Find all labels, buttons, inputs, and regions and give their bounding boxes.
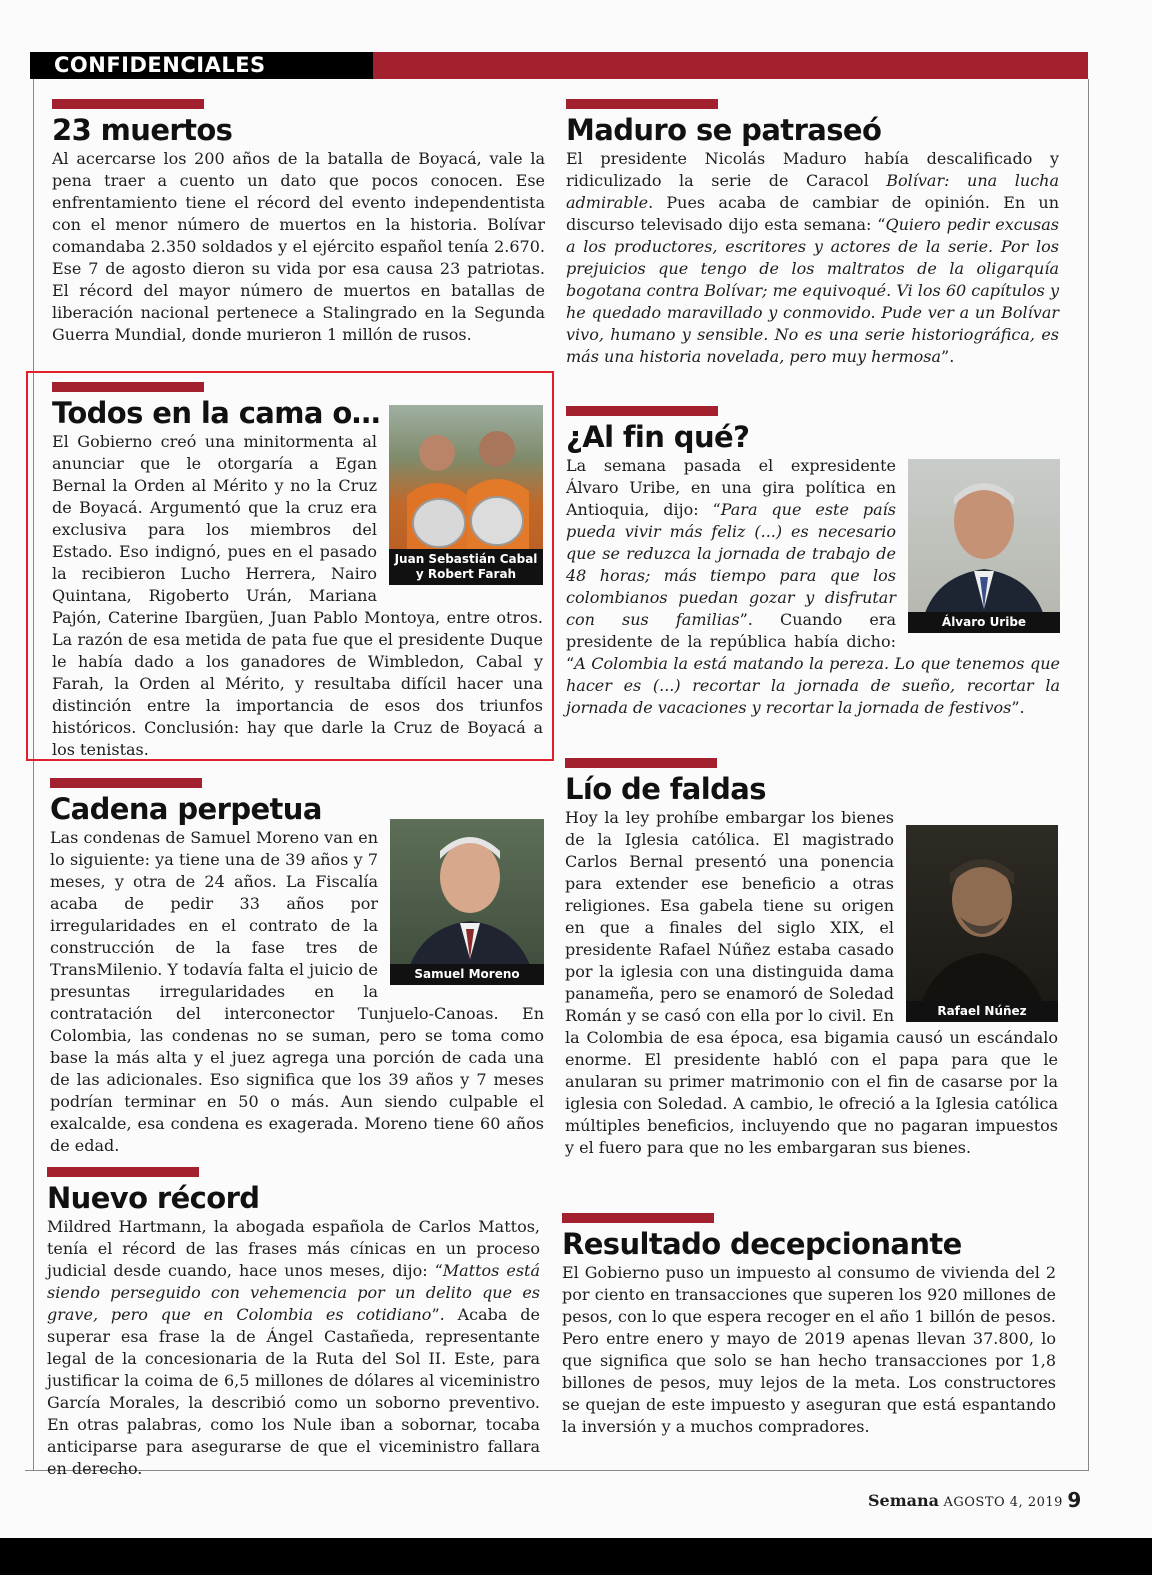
portrait-icon (908, 459, 1060, 633)
article-body: Mildred Hartmann, la abogada española de Carlos Mattos, tenía el récord de las frases más cínicas en un proceso judicial desde cuando, hace unos meses, dijo: “Mattos está siendo perseguido con vehemencia por un delito que es grave, pero que en Colombia es cotidiano”. Acaba de superar esa frase la de Ángel Castañeda, representante legal de la concesionaria de la Ruta del Sol II. Este, para justificar la coima de 6,5 millones de dólares al viceministro García Morales, la describió como un soborno preventivo. En otras palabras, como los Nule iban a sobornar, tocaba anticiparse para asegurarse de que el viceministro fallara en derecho. (47, 1217, 541, 1478)
article-accent-bar (566, 99, 718, 109)
page-footer (868, 1487, 1081, 1511)
portrait-icon (906, 825, 1058, 1022)
article-body: El Gobierno puso un impuesto al consumo de vivienda del 2 por ciento en transacciones que superen los 920 millones de pesos, con lo que espera recoger en el año 1 billón de pesos. Pero entre enero y mayo de 2019 apenas llevan 37.800, lo que significa que solo se han hecho transacciones por 1,8 billones de pesos, muy lejos de la meta. Los constructores se quejan de este impuesto y aseguran que está espantando la inversión y a muchos compradores. (562, 1263, 1056, 1436)
article-accent-bar (565, 758, 717, 768)
article-accent-bar (52, 382, 204, 392)
series-title: Bolívar: una lucha admirable (566, 171, 1059, 212)
article-body: El presidente Nicolás Maduro había descalificado y ridiculizado la serie de Caracol Bolívar: una lucha admirable. Pues acaba de cambiar de opinión. En un discurso televisado dijo esta semana: “Quiero pedir excusas a los productores, escritores y actores de la serie. Por los prejuicios que tengo de los maltratos de la oligarquía bogotana contra Bolívar; me equivoqué. Vi los 60 capítulos y he quedado maravillado y conmovido. Pude ver a un Bolívar vivo, humano y sensible. No es una serie historiográfica, es más una historia novelada, pero muy hermosa”. (566, 149, 1059, 366)
section-label: CONFIDENCIALES (30, 52, 373, 79)
article-title: Nuevo récord (47, 1181, 260, 1215)
quote: Quiero pedir excusas a los productores, escritores y actores de la serie. Por los prejuicios que tengo de los maltratos de la oligarquía bogotana contra Bolívar; me equivoqué. Vi los 60 capítulos y he quedado maravillado y conmovido. Pude ver a un Bolívar vivo, humano y sensible. No es una serie historiográfica, es más una historia novelada, pero muy hermosa (566, 215, 1059, 366)
photo-cabal-farah (389, 405, 543, 585)
article-body: Hoy la ley prohíbe embargar los bienes de la Iglesia católica. El magistrado Carlos Bernal presentó una ponencia para extender ese beneficio a otras religiones. Esa gabela tiene su origen en que a finales del siglo XIX, el presidente Rafael Núñez estaba casado por la iglesia con una distinguida dama panameña, pero se enamoró de Soledad Román y se casó con ella por lo civil. En la Colombia de esa época, esa bigamia causó un escándalo enorme. El presidente habló con el papa para que le anularan su primer matrimonio con el fin de casarse por la iglesia con Soledad. A cambio, le ofreció a la Iglesia católica múltiples beneficios, incluyendo que no pagaran impuestos y el fuero para que no les embargaran sus bienes. (565, 808, 1058, 1157)
section-header (30, 52, 1088, 79)
article-title: 23 muertos (52, 113, 233, 147)
article-maduro (566, 99, 1059, 368)
right-rule (1088, 79, 1089, 1471)
article-body: El Gobierno creó una minitormenta al anunciar que le otorgaría a Egan Bernal la Orden al Mérito y no la Cruz de Boyacá. Argumentó que la cruz era exclusiva para los miembros del Estado. Eso indignó, pues en el pasado la recibieron Lucho Herrera, Nairo Quintana, Rigoberto Urán, Mariana Pajón, Caterine Ibargüen, Juan Pablo Montoya, entre otros. La razón de esa metida de pata fue que el presidente Duque le había dado a los ganadores de Wimbledon, Cabal y Farah, la Orden al Mérito, y resultaba difícil hacer una distinción entre la importancia de esos dos triunfos históricos. Conclusión: hay que darle la Cruz de Boyacá a los tenistas. (52, 432, 543, 759)
portrait-icon (390, 819, 544, 985)
photo-rafael-nunez (906, 825, 1058, 1022)
article-accent-bar (52, 99, 204, 109)
article-body: La semana pasada el expresidente Álvaro Uribe, en una gira política en Antioquia, dijo: “Para que este país pueda vivir más feliz (...) es necesario que se reduzca la jornada de trabajo de 48 horas; más tiempo para que los colombianos puedan gozar y disfrutar con sus familias”. Cuando era presidente de la república había dicho: “A Colombia la está matando la pereza. Lo que tenemos que hacer es (...) recortar la jornada de sueño, recortar la jornada de vacaciones y recortar la jornada de festivos”. (566, 456, 1060, 717)
article-accent-bar (566, 406, 718, 416)
article-accent-bar (562, 1213, 714, 1223)
article-23-muertos (52, 99, 545, 346)
article-body: Las condenas de Samuel Moreno van en lo siguiente: ya tiene una de 39 años y 7 meses, y otra de 24 años. La Fiscalía acaba de pedir 33 años por irregularidades en el contrato de la construcción de la fase tres de TransMilenio. Y todavía falta el juicio de presuntas irregularidades en la contratación del interconector Tunjuelo-Canoas. En Colombia, las condenas no se suman, pero se toma como base la más alta y el juez agrega una porción de cada una de las adicionales. Eso significa que los 39 años y 7 meses podrían terminar en 50 o más. Aun siendo culpable el exalcalde, esa condena es exagerada. Moreno tiene 60 años de edad. (50, 828, 544, 1155)
article-todos-en-la-cama (52, 382, 543, 761)
photo-caption: Álvaro Uribe (908, 612, 1060, 633)
article-title: ¿Al fin qué? (566, 420, 750, 454)
bottom-scan-border (0, 1538, 1152, 1575)
left-rule (33, 79, 34, 1471)
issue-date: AGOSTO 4, 2019 (943, 1495, 1063, 1510)
article-al-fin-que (566, 406, 1060, 719)
quote: A Colombia la está matando la pereza. Lo que tenemos que hacer es (...) recortar la jornada de sueño, recortar la jornada de vacaciones y recortar la jornada de festivos (566, 654, 1060, 717)
photo-caption: Samuel Moreno (390, 964, 544, 985)
photo-caption: Juan Sebastián Cabal y Robert Farah (389, 549, 543, 585)
article-body: Al acercarse los 200 años de la batalla de Boyacá, vale la pena traer a cuento un dato que pocos conocen. Ese enfrentamiento tiene el récord del evento independentista con el menor número de muertos en la historia. Bolívar comandaba 2.350 soldados y el ejército español tenía 2.670. Ese 7 de agosto dieron su vida por esa causa 23 patriotas. El récord del mayor número de muertos en batallas de liberación nacional pertenece a Stalingrado en la Segunda Guerra Mundial, donde murieron 1 millón de rusos. (52, 149, 545, 344)
page-number: 9 (1067, 1488, 1082, 1512)
quote: Para que este país pueda vivir más feliz (...) es necesario que se reduzca la jornada de trabajo de 48 horas; más tiempo para que los colombianos puedan gozar y disfrutar con sus familias (566, 500, 896, 629)
magazine-name: Semana (868, 1491, 940, 1510)
article-accent-bar (50, 778, 202, 788)
photo-uribe (908, 459, 1060, 633)
article-title: Todos en la cama o… (52, 396, 381, 430)
article-title: Maduro se patraseó (566, 113, 882, 147)
article-title: Cadena perpetua (50, 792, 322, 826)
article-title: Lío de faldas (565, 772, 766, 806)
article-cadena-perpetua (50, 778, 544, 1157)
article-lio-de-faldas (565, 758, 1058, 1159)
quote: Mattos está siendo perseguido con vehemencia por un delito que es grave, pero que en Colombia es cotidiano (47, 1261, 541, 1324)
photo-samuel-moreno (390, 819, 544, 985)
article-nuevo-record (47, 1167, 540, 1480)
article-resultado-decepcionante (562, 1213, 1056, 1438)
photo-caption: Rafael Núñez (906, 1001, 1058, 1022)
article-title: Resultado decepcionante (562, 1227, 962, 1261)
article-accent-bar (47, 1167, 199, 1177)
